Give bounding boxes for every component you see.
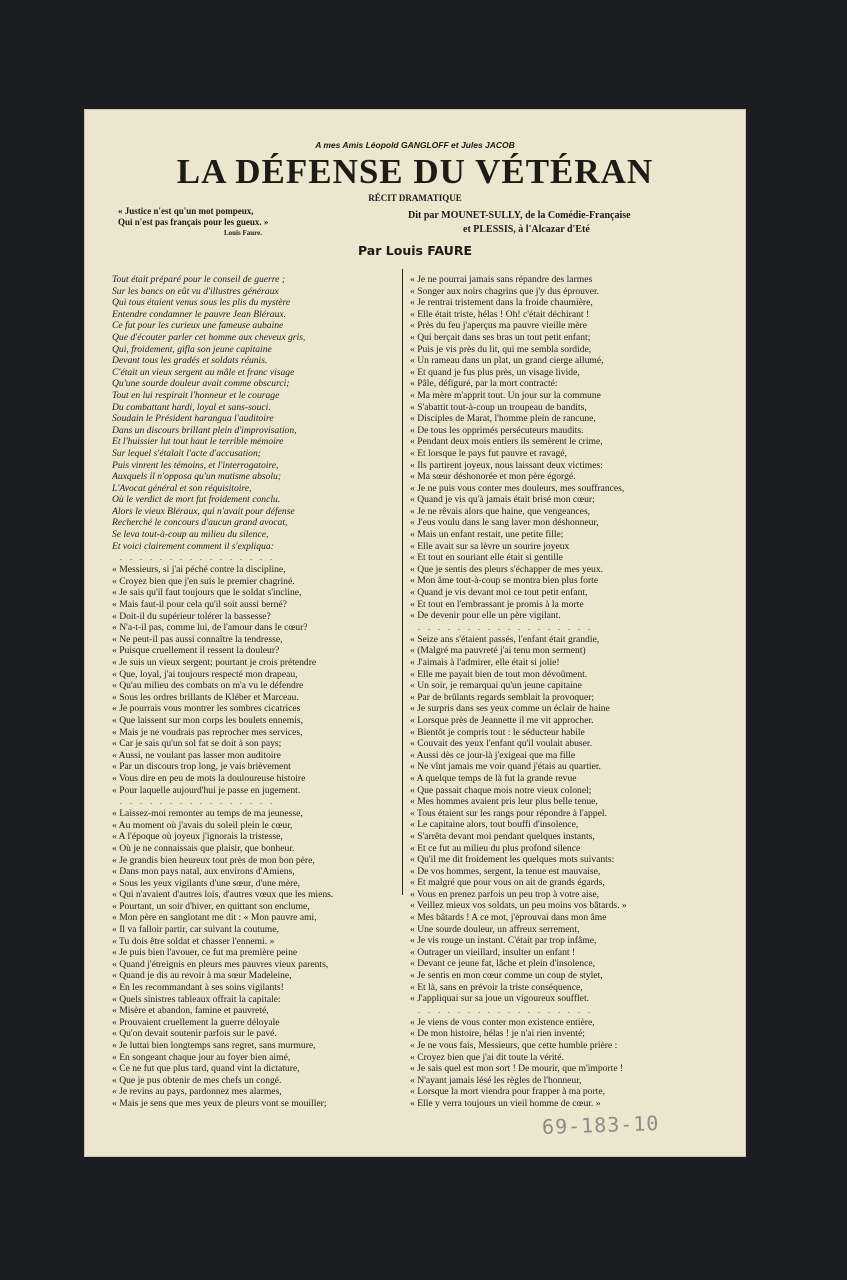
- poem-line: « Mon âme tout-à-coup se montra bien plus forte: [410, 575, 599, 587]
- poem-line: « Elle avait sur sa lèvre un sourire joyeux: [410, 540, 570, 552]
- poem-line: « Je ne pourrai jamais sans répandre des larmes: [410, 274, 593, 285]
- poem-line: « Je luttai bien longtemps sans regret, sans murmure,: [112, 1040, 316, 1051]
- poem-line: « Que, loyal, j'ai toujours respecté mon drapeau,: [112, 668, 298, 680]
- poem-line: « En songeant chaque jour au foyer bien aimé,: [112, 1051, 291, 1063]
- poem-line: « Mon père en sanglotant me dit : « Mon pauvre ami,: [112, 912, 317, 924]
- stanza: [410, 634, 740, 1005]
- left-column: [112, 274, 400, 1110]
- stanza: [112, 808, 400, 1109]
- poem-line: « En les recommandant à ses soins vigilants!: [112, 982, 284, 994]
- poem-line: « A quelque temps de là fut la grande revue: [410, 772, 577, 784]
- poem-line: « Sous les yeux vigilants d'une sœur, d'une mère,: [112, 877, 300, 889]
- poem-line: « N'ayant jamais lésé les règles de l'honneur,: [410, 1074, 582, 1086]
- poem-line: « Ce ne fut que plus tard, quand vint la dictature,: [112, 1063, 300, 1075]
- poem-title: LA DÉFENSE DU VÉTÉRAN: [176, 152, 654, 191]
- poem-line: « J'aimais à l'admirer, elle était si jolie!: [410, 657, 560, 668]
- poem-line: « Laissez-moi remonter au temps de ma jeunesse,: [112, 808, 303, 820]
- poem-line: « Je sentis en mon cœur comme un coup de stylet,: [410, 970, 603, 982]
- poem-line: « Elle y verra toujours un vieil homme de cœur. »: [410, 1097, 601, 1109]
- poem-line: « Que je pus obtenir de mes chefs un congé.: [112, 1074, 282, 1086]
- poem-line: « Une sourde douleur, un affreux serrement,: [410, 923, 580, 935]
- poem-line: « S'arrêta devant moi pendant quelques instants,: [410, 830, 595, 842]
- poem-line: « Pendant deux mois entiers ils semèrent le crime,: [410, 436, 603, 448]
- poem-line: « Je pourrais vous montrer les sombres cicatrices: [112, 703, 301, 715]
- poem-line: Qui, froidement, gifla son jeune capitaine: [112, 343, 272, 355]
- poem-line: « Je rentrai tristement dans la froide chaumière,: [410, 297, 593, 309]
- poem-line: « Qui berçait dans ses bras un tout petit enfant;: [410, 331, 591, 343]
- epigraph: [118, 206, 348, 239]
- poem-line: « Mais je sens que mes yeux de pleurs vont se mouiller;: [112, 1097, 327, 1109]
- epigraph-line: Qui n'est pas français pour les gueux. »: [118, 217, 269, 227]
- poem-line: « Par un discours trop long, je vais brièvement: [112, 761, 291, 773]
- poem-line: « Où je ne connaissais que plaisir, que bonheur.: [112, 842, 295, 854]
- poem-line: « N'a-t-il pas, comme lui, de l'amour dans le cœur?: [112, 622, 308, 634]
- poem-line: « Tous étaient sur les rangs pour répondre à l'appel.: [410, 807, 607, 819]
- poem-line: « Je revins au pays, pardonnez mes alarmes,: [112, 1086, 282, 1098]
- poem-line: Et voici clairement comment il s'expliqua:: [112, 540, 274, 552]
- poem-line: « Je vis rouge un instant. C'était par trop infâme,: [410, 935, 597, 947]
- poem-line: « Sous les ordres brillants de Kléber et Marceau.: [112, 691, 299, 703]
- poem-line: « Mais faut-il pour cela qu'il soit aussi berné?: [112, 599, 287, 611]
- stanza-separator: . . . . . . . . . . . . . . . .: [120, 797, 275, 807]
- poem-line: Tout en lui respirait l'honneur et le courage: [112, 389, 280, 401]
- poem-line: « Qui n'avaient d'autres lois, d'autres vœux que les miens.: [112, 889, 334, 901]
- poem-line: « Que passait chaque mois notre vieux colonel;: [410, 784, 592, 796]
- poem-line: « Mes bâtards ! A ce mot, j'éprouvai dans mon âme: [410, 912, 607, 924]
- poem-line: « Croyez bien que j'ai dit toute la vérité.: [410, 1051, 564, 1063]
- epigraph-author: Louis Faure.: [224, 229, 262, 237]
- poem-line: « Veillez mieux vos soldats, un peu moins vos bâtards. »: [410, 900, 627, 912]
- poem-line: « Seize ans s'étaient passés, l'enfant était grandie,: [410, 633, 600, 645]
- poem-line: « Lorsque la mort viendra pour frapper à ma porte,: [410, 1086, 605, 1098]
- poem-line: Sur les bancs on eût vu d'illustres généraux: [112, 285, 279, 297]
- poem-line: « Aussi, ne voulant pas lasser mon auditoire: [112, 749, 281, 761]
- poem-line: Auxquels il n'opposa qu'un mutisme absolu;: [112, 471, 282, 483]
- poem-line: « Quand je vis devant moi ce tout petit enfant,: [410, 587, 588, 599]
- recited-by: [408, 209, 746, 237]
- poem-line: Et l'huissier lut tout haut le terrible mémoire: [112, 436, 284, 448]
- poem-line: « Je sais quel est mon sort ! De mourir, que m'importe !: [410, 1063, 624, 1075]
- poem-line: « Que laissent sur mon corps les boulets ennemis,: [112, 714, 304, 726]
- poem-line: « (Malgré ma pauvreté j'ai tenu mon serment): [410, 645, 586, 657]
- poem-line: « Elle me payait bien de tout mon dévoûment.: [410, 668, 588, 680]
- poem-line: « Je suis un vieux sergent; pourtant je crois prétendre: [112, 657, 317, 668]
- poem-line: « Près du feu j'aperçus ma pauvre vieille mère: [410, 320, 588, 332]
- poem-line: « Pâle, défiguré, par la mort contracté:: [410, 378, 558, 390]
- poem-line: « Lorsque près de Jeannette il me vit approcher.: [410, 714, 594, 726]
- poem-line: « Qu'on devait soutenir parfois sur le pavé.: [112, 1028, 277, 1040]
- poem-line: « Le capitaine alors, tout bouffi d'insolence,: [410, 819, 579, 831]
- poem-line: « Bientôt je compris tout : le séducteur habile: [410, 726, 585, 738]
- poem-line: « De mon histoire, hélas ! je n'ai rien inventé;: [410, 1028, 585, 1040]
- poem-line: « Aussi dès ce jour-là j'exigeai que ma fille: [410, 749, 576, 761]
- poem-line: « Et tout en l'embrassant je promis à la morte: [410, 598, 584, 610]
- poem-line: « Songer aux noirs chagrins que j'y dus éprouver.: [410, 285, 600, 297]
- poem-line: « Devant ce jeune fat, lâche et plein d'insolence,: [410, 958, 595, 970]
- poem-line: « Je viens de vous conter mon existence entière,: [410, 1016, 595, 1028]
- poem-line: « Et quand je fus plus près, un visage livide,: [410, 366, 580, 378]
- poem-line: Que d'écouter parler cet homme aux cheveux gris,: [112, 331, 306, 343]
- poem-line: « Pour laquelle aujourd'hui je passe en jugement.: [112, 784, 301, 796]
- poem-line: « Et ce fut au milieu du plus profond silence: [410, 842, 581, 854]
- poem-line: Qui tous étaient venus sous les plis du mystère: [112, 297, 291, 309]
- poem-line: « Puis je vis près du lit, qui me sembla sordide,: [410, 343, 592, 355]
- poem-line: « Mais un enfant restait, une petite fille;: [410, 529, 564, 541]
- poem-line: « Tu dois être soldat et chasser l'ennemi. »: [112, 935, 275, 947]
- archive-stamp: 69-183-10: [541, 1110, 660, 1140]
- stanza: [112, 564, 400, 796]
- poem-line: « Je surpris dans ses yeux comme un éclair de haine: [410, 703, 610, 715]
- poem-line: Tout était préparé pour le conseil de guerre ;: [112, 274, 286, 285]
- poem-line: Alors le vieux Bléraux, qui n'avait pour défense: [112, 505, 295, 517]
- poem-line: « Elle était triste, hélas ! Oh! c'était déchirant !: [410, 308, 590, 320]
- poem-line: Devant tous les gradés et soldats réunis.: [112, 355, 268, 367]
- poem-line: « Pourtant, un soir d'hiver, en quittant son enclume,: [112, 900, 310, 912]
- poem-line: « Ils partirent joyeux, nous laissant deux victimes:: [410, 459, 603, 471]
- poem-line: « Vous dire en peu de mots la douloureuse histoire: [112, 772, 306, 784]
- right-column: [410, 274, 740, 1110]
- stanza-separator: . . . . . . . . . . . . . . . .: [120, 553, 275, 563]
- poem-line: « Un rameau dans un plat, un grand cierge allumé,: [410, 355, 604, 367]
- poem-line: « Car je sais qu'un sol fat se doit à son pays;: [112, 738, 282, 750]
- poem-line: « Et là, sans en prévoir la triste conséquence,: [410, 981, 583, 993]
- recited-by-line: Dit par MOUNET-SULLY, de la Comédie-Française: [408, 210, 631, 221]
- poem-line: « Au moment où j'avais du soleil plein le cœur,: [112, 819, 293, 831]
- epigraph-line: « Justice n'est qu'un mot pompeux,: [118, 206, 254, 216]
- dedication: A mes Amis Léopold GANGLOFF et Jules JACOB: [315, 140, 515, 150]
- poem-line: « Je ne rêvais alors que haine, que vengeances,: [410, 505, 591, 517]
- poem-line: « Quels sinistres tableaux offrait la capitale:: [112, 993, 281, 1005]
- poem-line: « J'eus voulu dans le sang laver mon déshonneur,: [410, 517, 599, 529]
- poem-line: « Qu'au milieu des combats on m'a vu le défendre: [112, 680, 304, 692]
- poem-line: C'était un vieux sergent au mâle et franc visage: [112, 366, 295, 378]
- author-line: Par Louis FAURE: [357, 243, 472, 258]
- poem-line: « Que je sentis des pleurs s'échapper de mes yeux.: [410, 563, 604, 575]
- poem-line: L'Avocat général et son réquisitoire,: [112, 482, 252, 494]
- poem-line: « De devenir pour elle un père vigilant.: [410, 610, 561, 622]
- poem-line: « Ne vînt jamais me voir quand j'étais au quartier.: [410, 761, 601, 773]
- poem-line: « Doit-il du supérieur tolérer la bassesse?: [112, 610, 271, 622]
- poem-line: « Quand je dis au revoir à ma sœur Madeleine,: [112, 970, 292, 982]
- poem-line: Recherché le concours d'aucun grand avocat,: [112, 517, 288, 529]
- poem-sheet: [84, 109, 746, 1157]
- poem-line: « A l'époque où joyeux j'ignorais la tristesse,: [112, 831, 283, 843]
- poem-line: Où le verdict de mort fut froidement conclu.: [112, 494, 281, 506]
- poem-line: « Vous en prenez parfois un peu trop à votre aise,: [410, 888, 600, 900]
- poem-line: « Je ne vous fais, Messieurs, que cette humble prière :: [410, 1040, 618, 1051]
- poem-line: Dans un discours brillant plein d'improvisation,: [112, 424, 297, 436]
- poem-line: « Et malgré que pour vous on ait de grands égards,: [410, 877, 605, 889]
- poem-line: « Je grandis bien heureux tout près de mon bon père,: [112, 854, 315, 866]
- poem-line: « Croyez bien que j'en suis le premier chagriné.: [112, 575, 295, 587]
- poem-line: Sur lequel s'étalait l'acte d'accusation;: [112, 447, 261, 459]
- poem-line: « Outrager un vieillard, insulter un enfant !: [410, 946, 576, 958]
- poem-line: « Ma mère m'apprit tout. Un jour sur la commune: [410, 389, 601, 401]
- poem-line: « Ne peut-il pas aussi connaître la tendresse,: [112, 633, 283, 645]
- stanza-separator: . . . . . . . . . . . . . . . . . .: [418, 1005, 593, 1015]
- poem-line: « Et tout en souriant elle était si gentille: [410, 552, 563, 564]
- poem-line: Puis vinrent les témoins, et l'interrogatoire,: [112, 459, 279, 471]
- poem-line: Du combattant hardi, loyal et sans-souci.: [112, 401, 271, 413]
- recited-by-line: et PLESSIS, à l'Alcazar d'Eté: [463, 224, 590, 235]
- poem-line: « Je puis bien l'avouer, ce fut ma première peine: [112, 947, 298, 959]
- poem-line: « De vos hommes, sergent, la tenue est mauvaise,: [410, 865, 601, 877]
- column-divider: [402, 269, 403, 895]
- poem-line: « Il va falloir partir, car suivant la coutume,: [112, 924, 279, 936]
- poem-line: Entendre condamner le pauvre Jean Bléraux.: [112, 308, 287, 320]
- poem-line: « Par de brûlants regards semblait la provoquer;: [410, 691, 595, 703]
- poem-subtitle: RÉCIT DRAMATIQUE: [368, 193, 462, 203]
- poem-line: « Quand je vis qu'à jamais était brisé mon cœur;: [410, 494, 595, 506]
- stanza: [410, 274, 740, 622]
- poem-line: « Quand j'étreignis en pleurs mes pauvres vieux parents,: [112, 958, 329, 970]
- stanza: [410, 1017, 740, 1110]
- stanza: [112, 274, 400, 552]
- poem-line: Ce fut pour les curieux une fameuse aubaine: [112, 320, 284, 332]
- poem-line: « De tous les opprimés persécuteurs maudits.: [410, 424, 584, 436]
- poem-line: « Mes hommes avaient pris leur plus belle tenue,: [410, 796, 598, 808]
- poem-line: « Mais je ne voudrais pas reprocher mes services,: [112, 726, 303, 738]
- stanza-separator: . . . . . . . . . . . . . . . . . .: [418, 622, 593, 632]
- poem-line: Soudain le Président harangua l'auditoire: [112, 413, 274, 425]
- poem-line: « S'abattit tout-à-coup un troupeau de bandits,: [410, 401, 587, 413]
- poem-line: Qu'une sourde douleur avait comme obscurci;: [112, 378, 290, 390]
- poem-line: « Messieurs, si j'ai péché contre la discipline,: [112, 564, 286, 576]
- poem-line: « J'appliquai sur sa joue un vigoureux soufflet.: [410, 993, 590, 1005]
- poem-line: Se leva tout-à-coup au milieu du silence,: [112, 529, 269, 541]
- poem-line: « Puisque cruellement il ressent la douleur?: [112, 645, 280, 657]
- poem-line: « Dans mon pays natal, aux environs d'Amiens,: [112, 866, 295, 878]
- poem-line: « Un soir, je remarquai qu'un jeune capitaine: [410, 680, 582, 692]
- poem-line: « Je ne puis vous conter mes douleurs, mes souffrances,: [410, 482, 625, 494]
- poem-line: « Misère et abandon, famine et pauvreté,: [112, 1005, 269, 1017]
- poem-line: « Et lorsque le pays fut pauvre et ravagé,: [410, 447, 567, 459]
- poem-line: « Je sais qu'il faut toujours que le soldat s'incline,: [112, 587, 302, 599]
- poem-line: « Ma sœur déshonorée et mon père égorgé.: [410, 471, 576, 483]
- poem-line: « Couvait des yeux l'enfant qu'il voulait abuser.: [410, 738, 592, 750]
- poem-line: « Prouvaient cruellement la guerre déloyale: [112, 1016, 280, 1028]
- poem-line: « Disciples de Marat, l'homme plein de rancune,: [410, 413, 596, 425]
- poem-line: « Qu'il me dit froidement les quelques mots suivants:: [410, 854, 615, 866]
